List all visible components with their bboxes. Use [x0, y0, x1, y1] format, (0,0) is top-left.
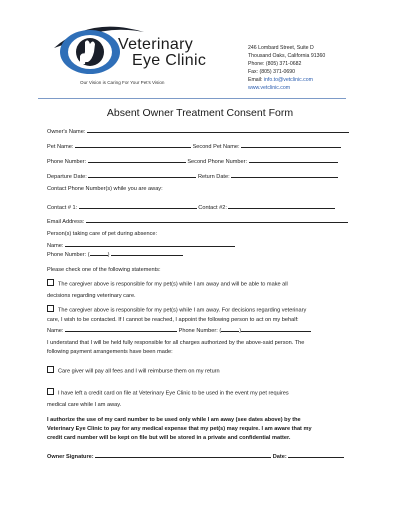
option-2-line-1: The caregiver above is responsible for my pet(s) while I am away. For decisions regarding veterinary	[58, 307, 307, 314]
departure-date-field[interactable]	[88, 171, 196, 178]
caretaker-heading: Person(s) taking care of pet during absence:	[47, 231, 158, 237]
caretaker-phone-close: )	[107, 252, 110, 258]
payment-option-1-text: Care giver will pay all fees and I will reimburse them on my return	[58, 368, 220, 375]
email-label: Email:	[248, 77, 264, 83]
phone-number-field[interactable]	[88, 156, 186, 163]
caretaker-phone-row	[47, 249, 183, 258]
email-line	[248, 76, 325, 84]
auth-line-1: I authorize the use of my card number to be used only while I am away (see dates above) by the	[47, 417, 301, 423]
email-address-row	[47, 216, 348, 225]
address-line-1: 246 Lombard Street, Suite D	[248, 45, 314, 51]
return-date-field[interactable]	[231, 171, 338, 178]
website-link[interactable]: www.vetclinic.com	[248, 85, 291, 91]
option-2-phone-label: Phone Number: (	[178, 327, 222, 334]
form-title: Absent Owner Treatment Consent Form	[106, 107, 294, 119]
caretaker-name-row	[47, 240, 235, 249]
caretaker-phone-label: Phone Number: (	[47, 252, 90, 258]
payment-line-1: I understand that I will be held fully responsible for all charges authorized by the above-said person. The	[47, 340, 305, 346]
option-2-line-2: care, I wish to be contacted. If I cannot be reached, I appoint the following person to act on my behalf:	[47, 316, 299, 323]
option-2-name-label: Name:	[47, 327, 64, 334]
dates-row	[47, 171, 338, 180]
return-date-label: Return Date:	[197, 174, 230, 180]
departure-date-label: Departure Date:	[47, 174, 87, 180]
option-2-phone-field[interactable]	[241, 325, 311, 332]
date-field[interactable]	[288, 451, 344, 458]
option-2	[47, 305, 357, 336]
pet-name-label: Pet Name:	[47, 144, 74, 150]
payment-option-2-line-1: I have left a credit card on file at Veterinary Eye Clinic to be used in the event my pet requires	[58, 390, 289, 397]
payment-option-1	[47, 366, 357, 378]
second-pet-name-label: Second Pet Name:	[192, 144, 240, 150]
option-2-checkbox[interactable]	[47, 305, 54, 312]
caretaker-phone-field[interactable]	[111, 249, 183, 256]
owners-name-row	[47, 126, 349, 135]
contact-row	[47, 202, 335, 211]
option-1-line-1: The caregiver above is responsible for my pet(s) while I am away and will be able to make all	[58, 281, 288, 288]
clinic-contact-block	[248, 44, 325, 92]
payment-option-2-line-2: medical care while I am away.	[47, 401, 122, 408]
owner-signature-field[interactable]	[95, 451, 271, 458]
brand-line-2: Eye Clinic	[132, 52, 207, 69]
second-phone-number-field[interactable]	[249, 156, 338, 163]
second-phone-number-label: Second Phone Number:	[187, 159, 248, 165]
address-line-2: Thousand Oaks, California 91360	[248, 53, 326, 59]
payment-option-1-checkbox[interactable]	[47, 366, 54, 373]
email-address-field[interactable]	[86, 216, 348, 223]
option-2-phone-close: )	[239, 327, 242, 334]
second-pet-name-field[interactable]	[241, 141, 341, 148]
owners-name-label: Owner's Name:	[47, 129, 86, 135]
option-2-name-field[interactable]	[65, 325, 177, 332]
contact-2-field[interactable]	[228, 202, 335, 209]
email-address-label: Email Address:	[47, 219, 85, 225]
contact-2-label: Contact #2:	[198, 205, 227, 211]
brand-line-1: Veterinary	[118, 36, 194, 53]
payment-option-2-checkbox[interactable]	[47, 388, 54, 395]
option-1-checkbox[interactable]	[47, 279, 54, 286]
contact-heading: Contact Phone Number(s) while you are away:	[47, 186, 163, 192]
caretaker-area-code-field[interactable]	[90, 249, 108, 256]
clinic-name	[118, 37, 206, 69]
phone-number-row	[47, 156, 338, 165]
caretaker-name-field[interactable]	[65, 240, 235, 247]
owners-name-field[interactable]	[87, 126, 349, 133]
email-link[interactable]: info.to@vetclinic.com	[263, 77, 313, 83]
phone-number-label: Phone Number:	[47, 159, 87, 165]
check-one-instruction: Please check one of the following statements:	[47, 267, 161, 273]
option-2-area-code-field[interactable]	[221, 325, 242, 334]
option-1	[47, 279, 357, 302]
owner-signature-label: Owner Signature:	[47, 454, 94, 460]
auth-line-2: Veterinary Eye Clinic to pay for any medical expense that my pet(s) may require. I am aware that my	[47, 426, 312, 432]
pet-name-field[interactable]	[75, 141, 191, 148]
contact-1-field[interactable]	[79, 202, 197, 209]
auth-line-3: credit card number will be kept on file but will be stored in a private and confidential matter.	[47, 435, 291, 441]
pet-name-row	[47, 141, 341, 150]
caretaker-name-label: Name:	[47, 243, 64, 249]
clinic-tagline: Our Vision is Caring For Your Pet's Vision	[80, 80, 165, 85]
payment-option-2	[47, 388, 357, 411]
payment-line-2: following payment arrangements have been made:	[47, 349, 173, 355]
authorization-statement	[47, 416, 357, 443]
fax-text: Fax: (805) 371-0690	[248, 69, 296, 75]
date-label: Date:	[272, 454, 287, 460]
option-1-line-2: decisions regarding veterinary care.	[47, 292, 136, 299]
phone-text: Phone: (805) 371-0682	[248, 61, 302, 67]
payment-statement	[47, 339, 357, 357]
header-divider	[38, 98, 346, 99]
contact-1-label: Contact # 1:	[47, 205, 78, 211]
signature-row	[47, 451, 344, 460]
